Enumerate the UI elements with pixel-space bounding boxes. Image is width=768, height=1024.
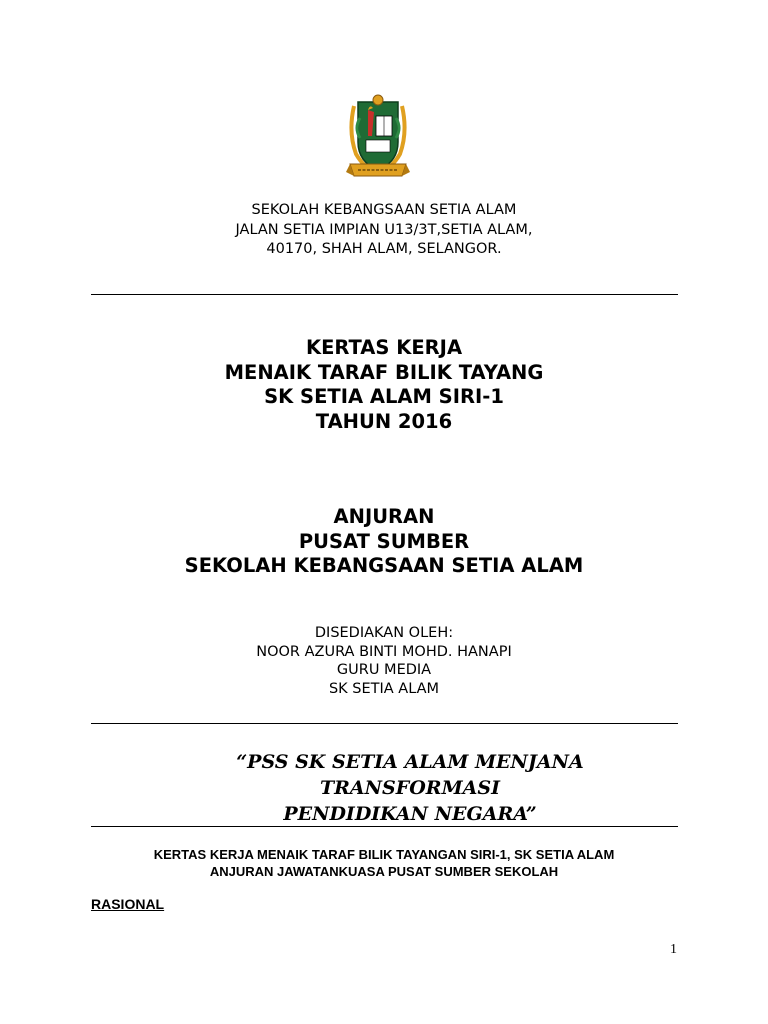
title-line-2: MENAIK TARAF BILIK TAYANG	[224, 360, 544, 384]
school-name: SEKOLAH KEBANGSAAN SETIA ALAM	[251, 202, 517, 218]
school-crest-logo	[344, 92, 412, 184]
author-school: SK SETIA ALAM	[328, 680, 440, 697]
section-heading-rasional: RASIONAL	[91, 896, 165, 912]
school-address-block	[0, 201, 768, 260]
divider-line-3	[91, 826, 678, 827]
title-line-4: TAHUN 2016	[315, 409, 453, 433]
page-number: 1	[670, 942, 677, 957]
address-line-1: JALAN SETIA IMPIAN U13/3T,SETIA ALAM,	[235, 221, 533, 238]
divider-line-1	[91, 294, 678, 295]
divider-line-2	[91, 723, 678, 724]
author-role: GURU MEDIA	[336, 662, 432, 678]
motto-quote	[175, 749, 645, 827]
organizer-line-3: SEKOLAH KEBANGSAAN SETIA ALAM	[184, 554, 584, 577]
motto-line-2: PENDIDIKAN NEGARA”	[283, 803, 537, 825]
prepared-by-label: DISEDIAKAN OLEH:	[314, 625, 454, 641]
organizer-block	[0, 505, 768, 579]
prepared-by-block	[0, 624, 768, 698]
motto-line-1: “PSS SK SETIA ALAM MENJANA TRANSFORMASI	[236, 751, 584, 799]
document-subtitle	[0, 846, 768, 880]
subtitle-line-2: ANJURAN JAWATANKUASA PUSAT SUMBER SEKOLAH	[209, 864, 559, 879]
organizer-line-2: PUSAT SUMBER	[298, 529, 470, 553]
author-name: NOOR AZURA BINTI MOHD. HANAPI	[256, 643, 512, 660]
organizer-line-1: ANJURAN	[333, 505, 435, 528]
address-line-2: 40170, SHAH ALAM, SELANGOR.	[266, 241, 502, 257]
document-title	[0, 336, 768, 434]
title-line-3: SK SETIA ALAM SIRI-1	[264, 385, 504, 408]
title-line-1: KERTAS KERJA	[305, 336, 463, 359]
subtitle-line-1: KERTAS KERJA MENAIK TARAF BILIK TAYANGAN SIRI-1, SK SETIA ALAM	[153, 847, 615, 862]
